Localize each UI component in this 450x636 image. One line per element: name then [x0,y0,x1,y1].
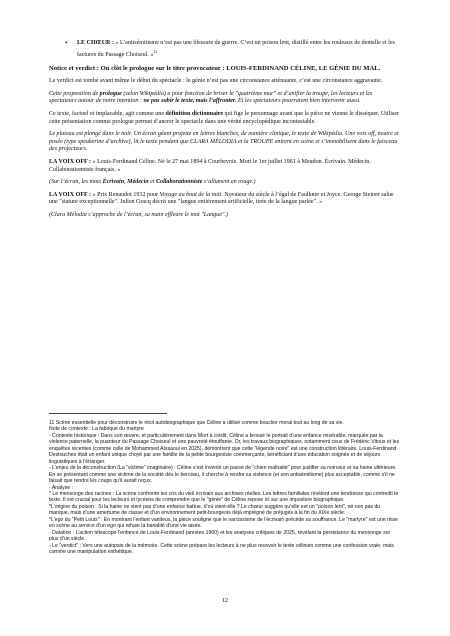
choeur-line [77,40,401,59]
footnote-ref[interactable]: 11 [153,48,158,54]
footnote-line: - Le "verdict" : Vers une autopsie de la mémoire. Cette scène prépare les lecteurs à ne plus recevoir le texte célinien comme une confession vraie, mais comme une manipulation esthétique. [49,542,394,556]
paragraph-prologue: Cette proposition de prologue (selon Wikipédia) a pour fonction de briser le "quatrième mur" et d’unifier la troupe, les lecteurs et les spectateurs autour de notre intention : ne pas subir le texte, mais l’affronter. Et les spectateurs pourraient bien intervenir aussi. [49,90,373,105]
paragraph-dictionary: Ce texte, factuel et implacable, agit comme une définition dictionnaire qui fige le personnage avant que la pièce ne vienne le disséquer. Utiliser cette présentation comme prologue permet d’ancrer le spectacle dans une vérité encyclopédique incontestable. [49,110,400,125]
footnote-line: *L’ego du "Petit Louis" : En montrant l’enfant vaniteux, la pièce souligne que le narcissisme de l’écrivain précède sa souffrance. Le "martyre" est une mise en scène au service d’un ego qui refuse la banalité d’une vie aisée. [49,516,398,530]
choeur-label: LE CHŒUR : [77,40,114,46]
stage-direction-screen: Le plateau est plongé dans le noir. Un écran géant projette en lettres blanches, de manière clinique, le texte de Wikipédia. Une voix off, neutre et posée (type speakerine d’archive), lit le texte pendant que CLARA MÉLODIA et la TROUPE entrent en scène et s’immobilisent dans le faisceau des projecteurs. [49,131,399,153]
section-heading: Notice et verdict : On clôt le prologue sur le titre provocateur : LOUIS-FERDINAND CÉLINE, LE GÉNIE DU MAL. [49,65,381,73]
footnote-separator [49,413,167,414]
footnote-line: - Analyse : [49,484,74,491]
footnote-line: 11 Scène essentielle pour déconstruire le récit autobiographique que Céline a utilisé comme bouclier moral tout au long de sa vie. [49,420,344,426]
footnote-line: - Datation : L’action télescope l’enfance de Louis-Ferdinand (années 1900) et les analyses critiques de 2025, révélant la persistance du mensonge sur plus d’un siècle. [49,529,391,543]
voice-off-line-2: LA VOIX OFF : « Prix Renaudot 1932 pour Voyage au bout de la nuit. Novateur du siècle à l’égal de Faulkner et Joyce. George Steiner salue une "stature exceptionnelle". Julien Gracq décrit une "langue entièrement artificielle, tirée de la langue parlée". » [49,191,394,206]
footnote-line: - Contexte historique : Dans son œuvre, et particulièrement dans Mort à crédit, Céline a brossé le portrait d’une enfance misérable, marquée par la violence paternelle, la puanteur du Passage Choiseul et une pauvreté étouffante. Or, les travaux biographiques, notamment ceux de Frédéric Vitoux et les enquêtes récentes (comme celle de Mohammed Aïssaoui en 2025), démontrent que cette "légende noire" est une construction littéraire. Louis-Ferdinand Destouches était un enfant unique choyé par une famille de la petite bourgeoisie commerçante, bénéficiant d’une éducation soignée et de séjours linguistiques à l’étranger. [49,432,400,465]
footnote-line: - L’enjeu de la déconstruction (La "victime" imaginaire) : Céline s’est inventé un passé de "chien maltraité" pour justifier sa noirceur et sa haine ultérieure. En se présentant comme une victime de la société dès le berceau, il cherche à rendre sa violence (et son antisémitisme) plus acceptable, comme s’il ne faisait que rendre les coups qu’il aurait reçus. [49,465,397,485]
paragraph-verdict: Le verdict est tombé avant même le début du spectacle : le génie n’est pas une circonstance atténuante, c’est une circonstance aggravante. [49,78,383,85]
footnote-line: * Le mensonge des racines : La scène confronte les cris du vieil écrivain aux archives réelles. Les lettres familiales révèlent une tendresse qui contredit le texte. Il est crucial pour les lecteurs et lycéens de comprendre que le "génie" de Céline repose ici sur une imposture biographique. [49,490,399,504]
stage-direction-words: (Sur l’écran, les mots Écrivain, Médecin et Collaborationniste s’allument en rouge.) [49,179,256,186]
main-text [49,40,401,225]
voice-off-line-1: LA VOIX OFF : « Louis-Ferdinand Céline. Né le 27 mai 1894 à Courbevoie. Mort le 1er juillet 1961 à Meudon. Écrivain. Médecin. Collaborationniste français. » [49,158,371,173]
footnotes [49,420,401,556]
bullet-icon: • [65,39,68,47]
stage-direction-clara: (Clara Mélodia s’approche de l’écran, sa main effleure le mot "Langue".) [49,211,228,218]
choeur-text: « L’antisémitisme n’est pas une blessure de guerre. C’est un poison lent, distillé entre les rouleaux de dentelle et les factures du Passage Choiseul. » [77,40,395,58]
list-item [65,40,401,59]
footnote-line: *L’origine du poison : Si la haine ne vient pas d’une enfance battue, d’où vient-elle ? Le chœur suggère qu’elle est un "poison lent", né non pas du manque, mais d’une amertume de classe et d’un environnement petit-bourgeois déjà imprégné de préjugés à la fin du XIXe siècle. [49,503,381,517]
footnote-line: Note de contexte : La fabrique du martyre [49,426,144,433]
page-number: 12 [222,598,228,604]
